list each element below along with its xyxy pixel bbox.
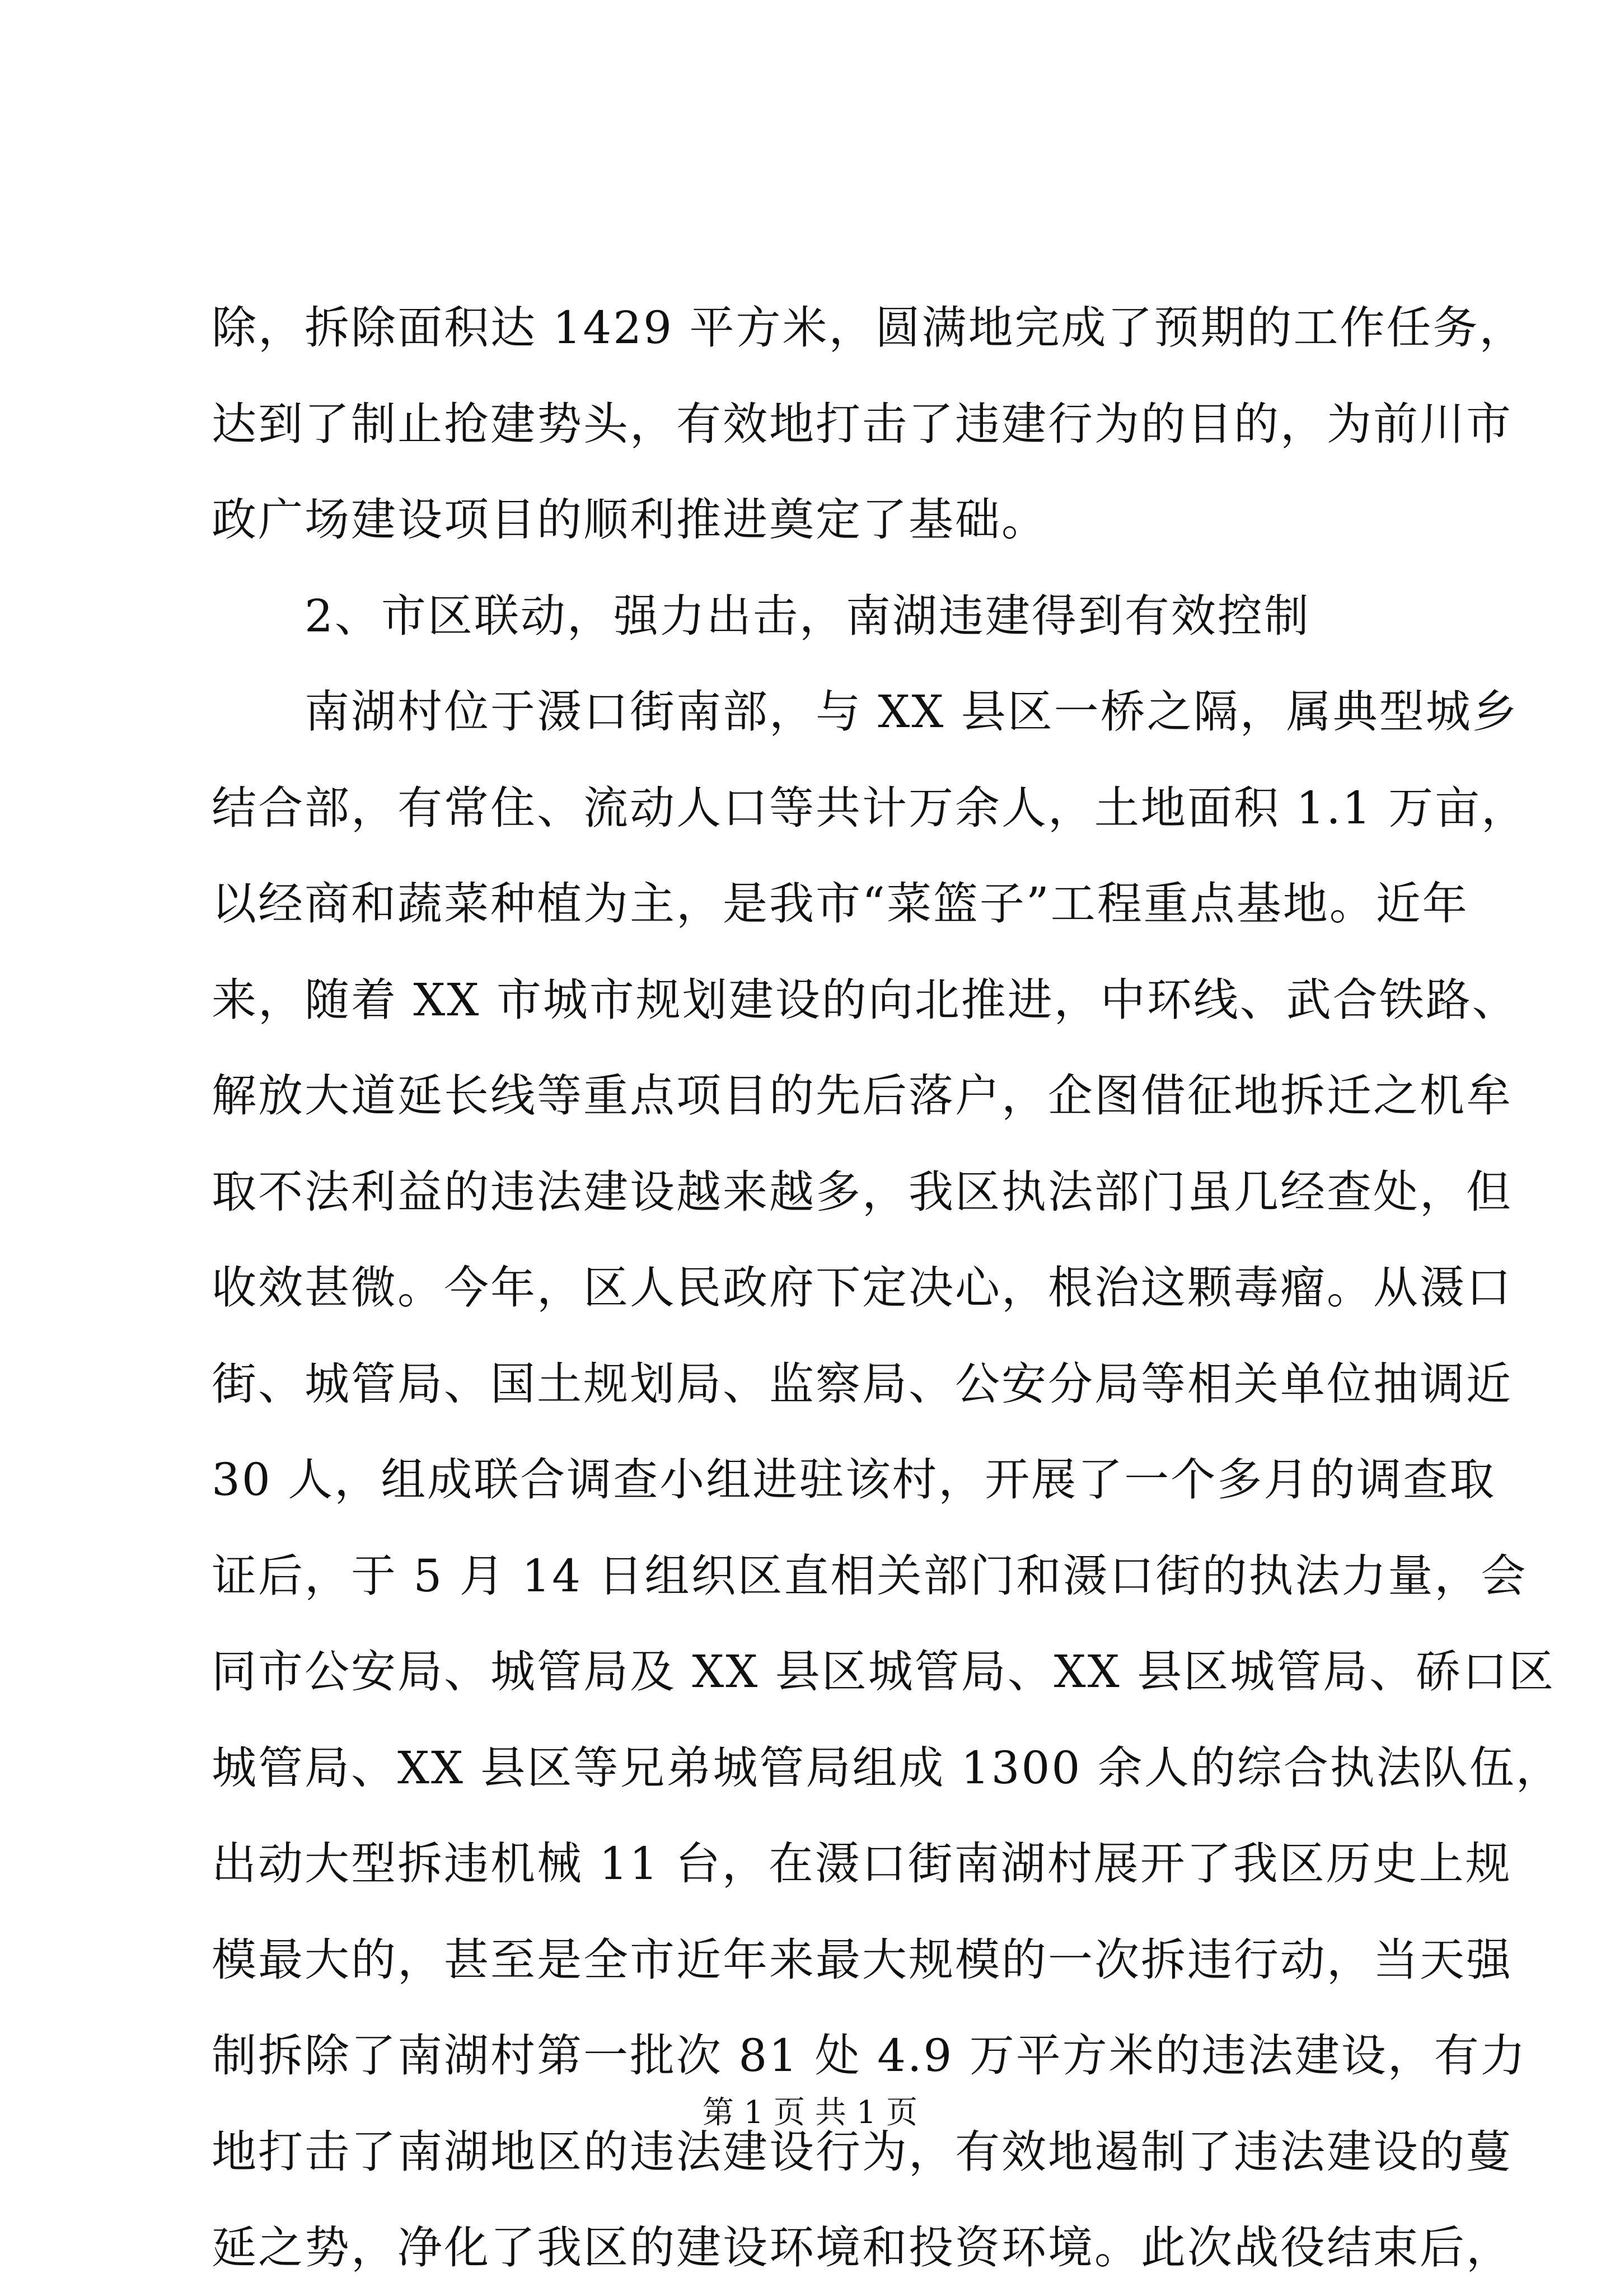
- text-line: 地打击了南湖地区的违法建设行为，有效地遏制了违法建设的蔓: [212, 2125, 1513, 2178]
- document-body: [212, 280, 1562, 2296]
- text-line: 模最大的，甚至是全市近年来最大规模的一次拆违行动，当天强: [212, 1933, 1513, 1986]
- text-line: 同市公安局、城管局及 XX 县区城管局、XX 县区城管局、硚口区: [212, 1646, 1556, 1698]
- page-footer: [0, 2091, 1620, 2135]
- text-line: 收效甚微。今年，区人民政府下定决心，根治这颗毒瘤。从滠口: [212, 1262, 1513, 1314]
- text-line: 来，随着 XX 市城市规划建设的向北推进，中环线、武合铁路、: [212, 973, 1519, 1026]
- page-number-label: 第 1 页 共 1 页: [702, 2094, 918, 2131]
- section-heading: 2、市区联动，强力出击，南湖违建得到有效控制: [305, 589, 1310, 642]
- text-line: 出动大型拆违机械 11 台，在滠口街南湖村展开了我区历史上规: [212, 1838, 1512, 1890]
- text-line: 解放大道延长线等重点项目的先后落户，企图借征地拆迁之机牟: [212, 1070, 1513, 1122]
- text-line: 取不法利益的违法建设越来越多，我区执法部门虽几经查处，但: [212, 1165, 1513, 1218]
- text-line: 除，拆除面积达 1429 平方米，圆满地完成了预期的工作任务，: [212, 302, 1526, 354]
- text-line: 以经商和蔬菜种植为主，是我市“菜篮子”工程重点基地。近年: [212, 878, 1469, 930]
- text-line: 制拆除了南湖村第一批次 81 处 4.9 万平方米的违法建设，有力: [212, 2030, 1527, 2082]
- text-line: 证后，于 5 月 14 日组织区直相关部门和滠口街的执法力量，会: [212, 1549, 1528, 1602]
- text-line: 街、城管局、国土规划局、监察局、公安分局等相关单位抽调近: [212, 1357, 1513, 1410]
- text-line: 结合部，有常住、流动人口等共计万余人，土地面积 1.1 万亩，: [212, 781, 1528, 834]
- text-line: 延之势，净化了我区的建设环境和投资环境。此次战役结束后，: [212, 2222, 1513, 2274]
- text-line: 30 人，组成联合调查小组进驻该村，开展了一个多月的调查取: [212, 1454, 1496, 1506]
- text-line: 城管局、XX 县区等兄弟城管局组成 1300 余人的综合执法队伍，: [212, 1741, 1562, 1794]
- text-line: 政广场建设项目的顺利推进奠定了基础。: [212, 494, 1048, 546]
- text-line: 达到了制止抢建势头，有效地打击了违建行为的目的，为前川市: [212, 397, 1513, 450]
- paragraph-first-line: 南湖村位于滠口街南部，与 XX 县区一桥之隔，属典型城乡: [305, 686, 1519, 738]
